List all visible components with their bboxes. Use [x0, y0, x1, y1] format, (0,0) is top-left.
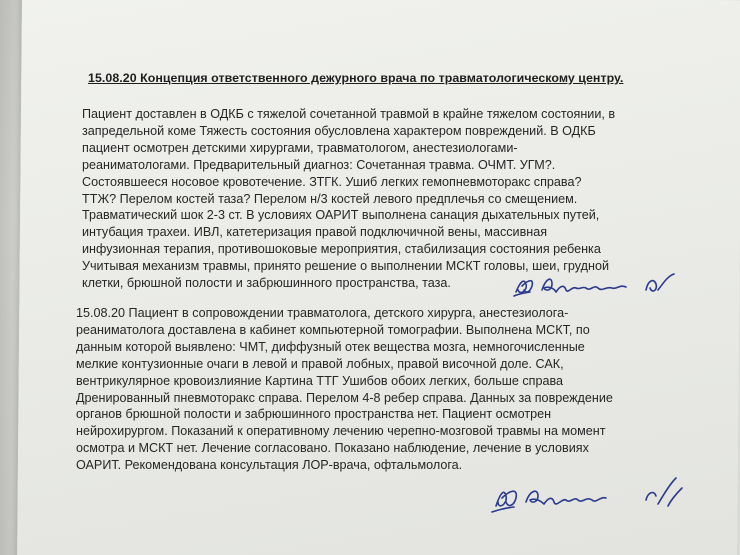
- text-line: реаниматологами. Предварительный диагноз: Сочетанная травма. ОЧМТ. УГМ?.: [82, 157, 556, 172]
- text-line: нейрохирургом. Показаний к оперативному лечению черепно-мозговой травмы на момент: [76, 424, 606, 439]
- text-line: 15.08.20 Пациент в сопровождении травматолога, детского хирурга, анестезиолога-: [76, 306, 569, 320]
- text-line: инфузионная терапия, противошоковые мероприятия, стабилизация состояния ребенка: [82, 242, 601, 257]
- text-line: Дренированный пневмоторакс справа. Перелом 4-8 ребер справа. Данных за повреждение: [76, 390, 613, 405]
- paragraph-ct-findings: [76, 305, 613, 474]
- text-line: пациент осмотрен детскими хирургами, травматологом, анестезиологами-: [82, 140, 518, 155]
- text-line: реаниматолога доставлена в кабинет компьютерной томографии. Выполнена МСКТ, по: [76, 322, 590, 337]
- text-line: Учитывая механизм травмы, принято решение о выполнении МСКТ головы, шеи, грудной: [82, 259, 609, 274]
- text-line: ОАРИТ. Рекомендована консультация ЛОР-врача, офтальмолога.: [76, 458, 463, 473]
- text-line: органов брюшной полости и забрюшинного пространства нет. Пациент осмотрен: [76, 407, 552, 422]
- signature-1-drawing: [508, 268, 688, 304]
- text-line: интубация трахеи. ИВЛ, катетеризация правой подключичной вены, массивная: [82, 225, 548, 240]
- text-line: Пациент доставлен в ОДКБ с тяжелой сочетанной травмой в крайне тяжелом состоянии, в: [82, 107, 616, 121]
- text-line: Травматический шок 2-3 ст. В условиях ОАРИТ выполнена санация дыхательных путей,: [82, 208, 600, 223]
- handwritten-signature: [486, 470, 696, 520]
- text-line: мелкие контузионные очаги в левой и правой лобных, правой височной доле. САК,: [76, 356, 564, 371]
- document-title: 15.08.20 Концепция ответственного дежурного врача по травматологическому центру.: [88, 71, 624, 85]
- text-line: запредельной коме Тяжесть состояния обусловлена характером повреждений. В ОДКБ: [82, 123, 596, 138]
- handwritten-signature: [508, 268, 688, 304]
- signature-2-drawing: [486, 470, 696, 520]
- text-line: ТТЖ? Перелом костей таза? Перелом н/3 костей левого предплечья со смещением.: [82, 191, 578, 206]
- text-line: данным которой выявлено: ЧМТ, диффузный отек вещества мозга, немногочисленные: [76, 339, 585, 354]
- text-line: осмотра и МСКТ нет. Лечение согласовано. Показано наблюдение, лечение в условиях: [76, 441, 589, 456]
- text-line: Состоявшееся носовое кровотечение. ЗТГК. Ушиб легких гемопневмоторакс справа?: [82, 174, 582, 189]
- text-line: клетки, брюшной полости и забрюшинного пространства, таза.: [82, 276, 451, 291]
- paragraph-admission: [82, 106, 615, 292]
- text-line: вентрикулярное кровоизлияние Картина ТТГ Ушибов обоих легких, больше справа: [76, 373, 564, 388]
